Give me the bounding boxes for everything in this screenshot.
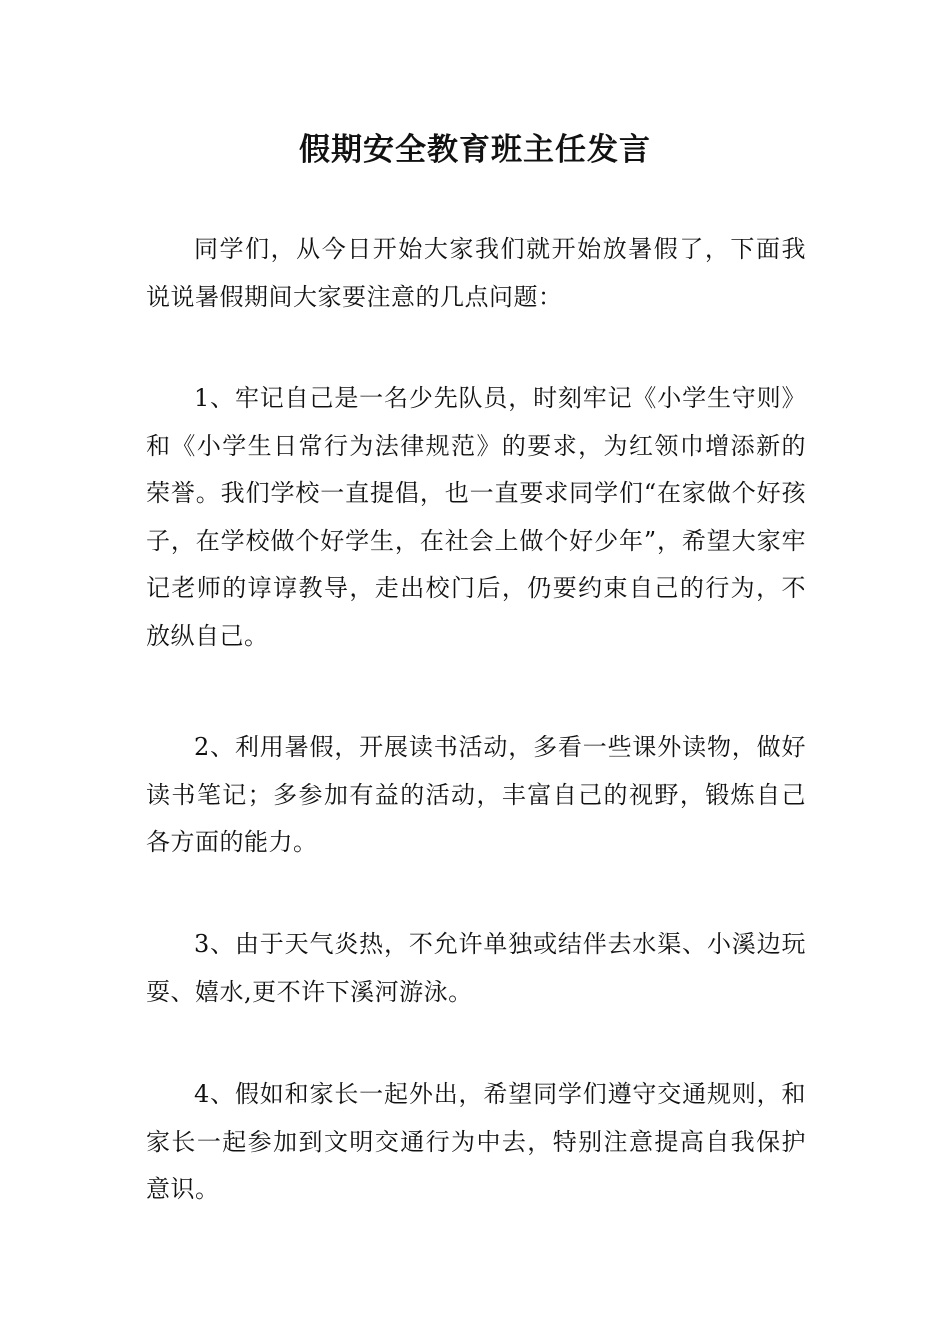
paragraph-item-3: 3、由于天气炎热，不允许单独或结伴去水渠、小溪边玩耍、嬉水,更不许下溪河游泳。 [146, 930, 806, 1006]
paragraph-item-4: 4、假如和家长一起外出，希望同学们遵守交通规则，和家长一起参加到文明交通行为中去，特别注意提高自我保护意识。 [146, 1080, 806, 1204]
paragraph-item-2: 2、利用暑假，开展读书活动，多看一些课外读物，做好读书笔记；多参加有益的活动，丰富自己的视野，锻炼自己各方面的能力。 [146, 733, 806, 857]
paragraph-intro: 同学们，从今日开始大家我们就开始放暑假了，下面我说说暑假期间大家要注意的几点问题： [146, 235, 806, 311]
paragraph-item-1: 1、牢记自己是一名少先队员，时刻牢记《小学生守则》和《小学生日常行为法律规范》的要求，为红领巾增添新的荣誉。我们学校一直提倡，也一直要求同学们“在家做个好孩子，在学校做个好学生，在社会上做个好少年”，希望大家牢记老师的谆谆教导，走出校门后，仍要约束自己的行为，不放纵自己。 [146, 384, 806, 650]
document-title: 假期安全教育班主任发言 [299, 132, 651, 168]
